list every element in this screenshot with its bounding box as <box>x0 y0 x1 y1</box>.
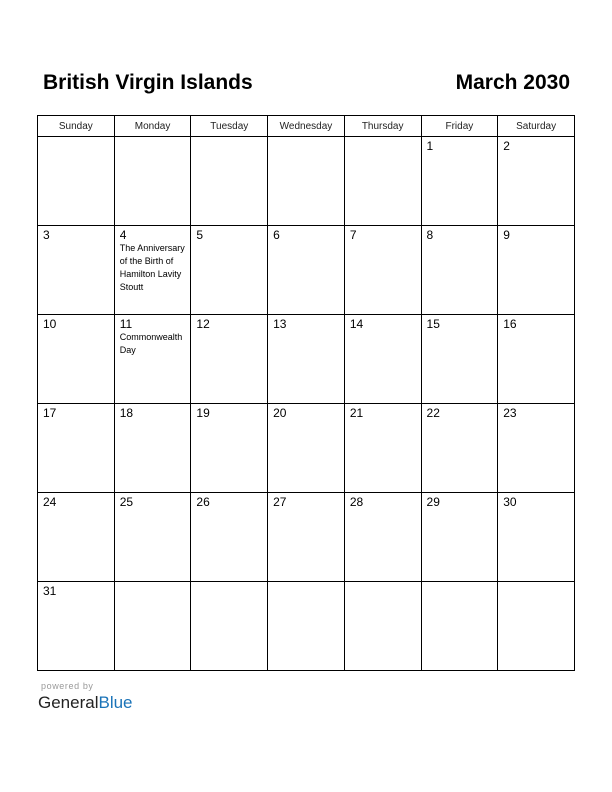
day-cell[interactable] <box>498 315 575 404</box>
day-cell[interactable] <box>344 404 421 493</box>
week-row <box>38 137 575 226</box>
week-row <box>38 582 575 671</box>
day-number: 23 <box>503 406 517 420</box>
day-cell[interactable] <box>114 404 191 493</box>
weekday-saturday: Saturday <box>498 116 575 137</box>
day-number: 9 <box>503 228 510 242</box>
day-number: 21 <box>349 406 364 420</box>
day-number <box>422 582 498 585</box>
day-cell[interactable] <box>344 226 421 315</box>
weekday-sunday: Sunday <box>38 116 115 137</box>
day-number: 24 <box>43 495 57 509</box>
weekday-monday: Monday <box>114 116 191 137</box>
day-number <box>115 582 191 585</box>
empty-day-cell <box>344 137 421 226</box>
day-number <box>268 582 344 585</box>
day-cell[interactable] <box>114 226 191 315</box>
day-number: 20 <box>273 406 287 420</box>
day-number: 28 <box>349 495 364 509</box>
week-row <box>38 493 575 582</box>
day-number <box>191 137 267 140</box>
day-number <box>345 137 421 140</box>
logo-text-general: General <box>38 693 99 712</box>
day-cell[interactable] <box>421 493 498 582</box>
day-number: 27 <box>273 495 287 509</box>
day-cell[interactable] <box>191 226 268 315</box>
day-number: 31 <box>43 584 57 598</box>
day-number <box>268 137 344 140</box>
day-number: 16 <box>503 317 517 331</box>
day-cell[interactable] <box>268 315 345 404</box>
day-number: 18 <box>119 406 134 420</box>
day-number: 14 <box>349 317 364 331</box>
empty-day-cell <box>268 137 345 226</box>
weekday-wednesday: Wednesday <box>268 116 345 137</box>
logo-text-blue: Blue <box>98 693 133 712</box>
day-cell[interactable] <box>38 315 115 404</box>
day-cell[interactable] <box>38 493 115 582</box>
day-cell[interactable] <box>191 493 268 582</box>
empty-day-cell <box>114 582 191 671</box>
day-cell[interactable] <box>38 226 115 315</box>
holiday-label: The Anniversary of the Birth of Hamilton Lavity Stoutt <box>119 243 185 292</box>
day-number: 1 <box>426 139 434 153</box>
day-cell[interactable] <box>191 315 268 404</box>
day-cell[interactable] <box>421 226 498 315</box>
empty-day-cell <box>344 582 421 671</box>
weekday-friday: Friday <box>421 116 498 137</box>
day-number: 25 <box>119 495 134 509</box>
month-year-title: March 2030 <box>455 71 570 94</box>
day-number: 10 <box>43 317 57 331</box>
day-number: 12 <box>196 317 210 331</box>
weekday-thursday: Thursday <box>344 116 421 137</box>
empty-day-cell <box>421 582 498 671</box>
empty-day-cell <box>268 582 345 671</box>
week-row <box>38 315 575 404</box>
day-cell[interactable] <box>114 315 191 404</box>
day-number: 11 <box>119 317 133 331</box>
day-number <box>498 582 574 585</box>
day-number <box>345 582 421 585</box>
week-row <box>38 404 575 493</box>
day-cell[interactable] <box>268 404 345 493</box>
holiday-label: Commonwealth Day <box>119 332 183 355</box>
day-cell[interactable] <box>38 404 115 493</box>
day-cell[interactable] <box>498 226 575 315</box>
day-number: 15 <box>426 317 440 331</box>
day-number: 26 <box>196 495 210 509</box>
empty-day-cell <box>114 137 191 226</box>
day-number: 8 <box>426 228 434 242</box>
day-cell[interactable] <box>421 315 498 404</box>
day-number <box>38 137 114 140</box>
weekday-header-row <box>38 116 575 137</box>
empty-day-cell <box>38 137 115 226</box>
calendar-grid <box>37 115 575 671</box>
day-number: 6 <box>273 228 280 242</box>
day-cell[interactable] <box>498 493 575 582</box>
powered-by-label: powered by <box>41 681 94 691</box>
day-number: 4 <box>119 228 127 242</box>
day-number: 13 <box>273 317 287 331</box>
week-row <box>38 226 575 315</box>
day-number: 19 <box>196 406 210 420</box>
day-cell[interactable] <box>268 226 345 315</box>
day-cell[interactable] <box>268 493 345 582</box>
day-cell[interactable] <box>421 404 498 493</box>
day-cell[interactable] <box>191 404 268 493</box>
day-number: 22 <box>426 406 440 420</box>
day-number: 7 <box>349 228 357 242</box>
weekday-tuesday: Tuesday <box>191 116 268 137</box>
day-cell[interactable] <box>498 137 575 226</box>
day-number: 5 <box>196 228 204 242</box>
day-cell[interactable] <box>344 493 421 582</box>
empty-day-cell <box>191 582 268 671</box>
day-cell[interactable] <box>114 493 191 582</box>
day-number: 30 <box>503 495 517 509</box>
day-cell[interactable] <box>498 404 575 493</box>
day-number: 29 <box>426 495 440 509</box>
empty-day-cell <box>498 582 575 671</box>
day-number: 17 <box>43 406 57 420</box>
day-number <box>191 582 267 585</box>
empty-day-cell <box>191 137 268 226</box>
day-number: 2 <box>503 139 510 153</box>
generalblue-logo[interactable] <box>38 693 133 713</box>
country-title: British Virgin Islands <box>43 71 253 94</box>
day-number <box>115 137 191 140</box>
day-cell[interactable] <box>344 315 421 404</box>
day-cell[interactable] <box>421 137 498 226</box>
day-cell[interactable] <box>38 582 115 671</box>
day-number: 3 <box>43 228 50 242</box>
